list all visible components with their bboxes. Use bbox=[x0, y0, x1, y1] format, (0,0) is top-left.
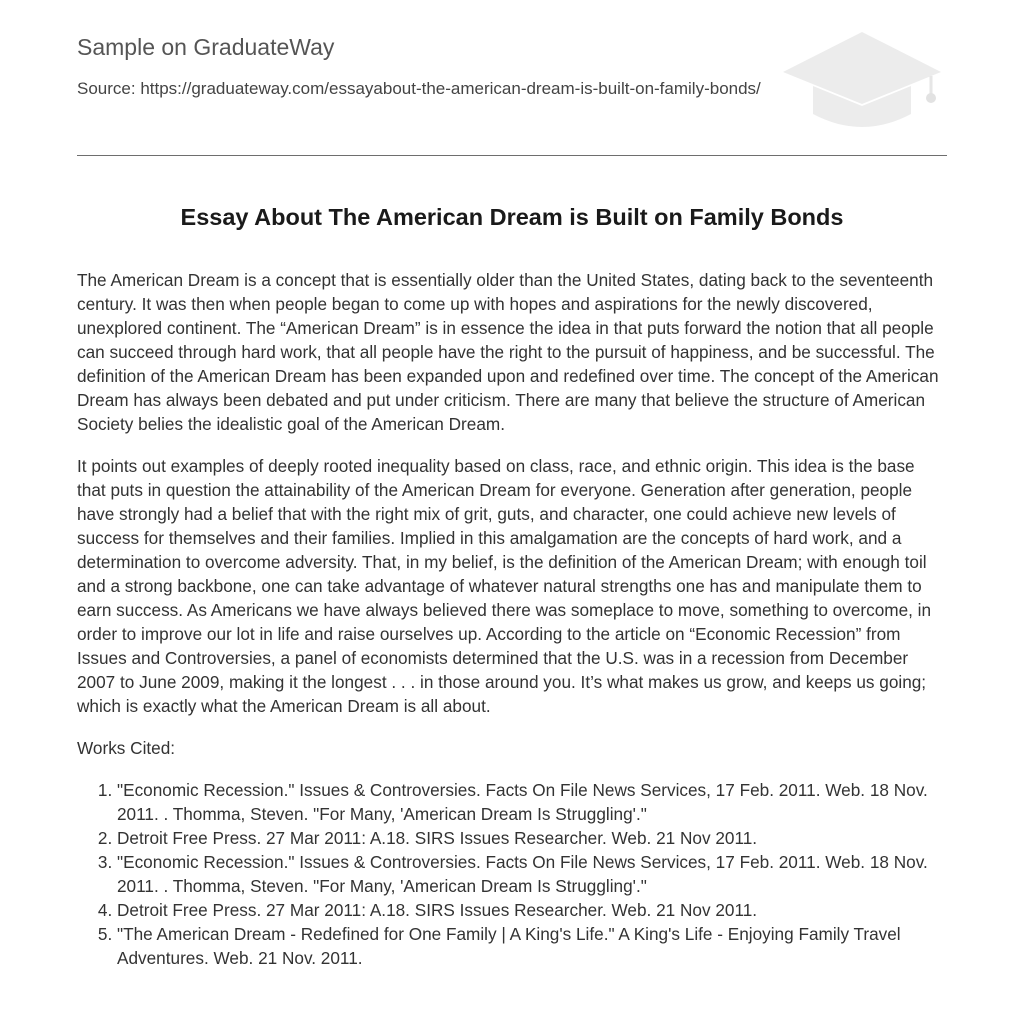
citations-list bbox=[77, 778, 947, 970]
essay-title: Essay About The American Dream is Built on Family Bonds bbox=[180, 204, 844, 230]
source-label: Source: bbox=[77, 79, 136, 98]
paragraph: It points out examples of deeply rooted inequality based on class, race, and ethnic origin. This idea is the base that puts in question the attainability of the American Dream for everyone. Generation after generation, people have strongly had a belief that with the right mix of grit, guts, and character, one could achieve new levels of success for themselves and their families. Implied in this amalgamation are the concepts of hard work, and a determination to overcome adversity. That, in my belief, is the definition of the American Dream; with enough toil and a strong backbone, one can take advantage of whatever natural strengths one has and manipulate them to earn success. As Americans we have always believed there was someplace to move, something to overcome, in order to improve our lot in life and raise ourselves up. According to the article on “Economic Recession” from Issues and Controversies, a panel of economists determined that the U.S. was in a recession from December 2007 to June 2009, making it the longest . . . in those around you. It’s what makes us grow, and keeps us going; which is exactly what the American Dream is all about. bbox=[77, 456, 932, 716]
citation-item: 4. Detroit Free Press. 27 Mar 2011: A.18. SIRS Issues Researcher. Web. 21 Nov 2011. bbox=[117, 898, 947, 922]
site-title: Sample on GraduateWay bbox=[77, 34, 335, 60]
citation-item: 1. "Economic Recession." Issues & Controversies. Facts On File News Services, 17 Feb. 2011. Web. 18 Nov. 2011. . Thomma, Steven. "For Many, 'American Dream Is Struggling'." bbox=[117, 778, 947, 826]
source-link[interactable]: https://graduateway.com/essayabout-the-american-dream-is-built-on-family-bonds/ bbox=[140, 79, 761, 98]
graduation-cap-icon bbox=[777, 28, 947, 136]
citation-item: 3. "Economic Recession." Issues & Controversies. Facts On File News Services, 17 Feb. 2011. Web. 18 Nov. 2011. . Thomma, Steven. "For Many, 'American Dream Is Struggling'." bbox=[117, 850, 947, 898]
document-page bbox=[77, 0, 947, 968]
paragraph: The American Dream is a concept that is essentially older than the United States, dating back to the seventeenth century. It was then when people began to come up with hopes and aspirations for the newly discovered, unexplored continent. The “American Dream” is in essence the idea in that puts forward the notion that all people can succeed through hard work, that all people have the right to the pursuit of happiness, and be successful. The definition of the American Dream has been expanded upon and redefined over time. The concept of the American Dream has always been debated and put under criticism. There are many that believe the structure of American Society belies the idealistic goal of the American Dream. bbox=[77, 270, 939, 434]
citation-item: 2. Detroit Free Press. 27 Mar 2011: A.18. SIRS Issues Researcher. Web. 21 Nov 2011. bbox=[117, 826, 947, 850]
citation-item: 5. "The American Dream - Redefined for One Family | A King's Life." A King's Life - Enjoying Family Travel Adventures. Web. 21 Nov. 2011. bbox=[117, 922, 947, 970]
source-line bbox=[77, 78, 777, 100]
works-cited-heading: Works Cited: bbox=[77, 738, 176, 758]
page-header bbox=[77, 0, 947, 156]
essay-body bbox=[77, 268, 947, 970]
